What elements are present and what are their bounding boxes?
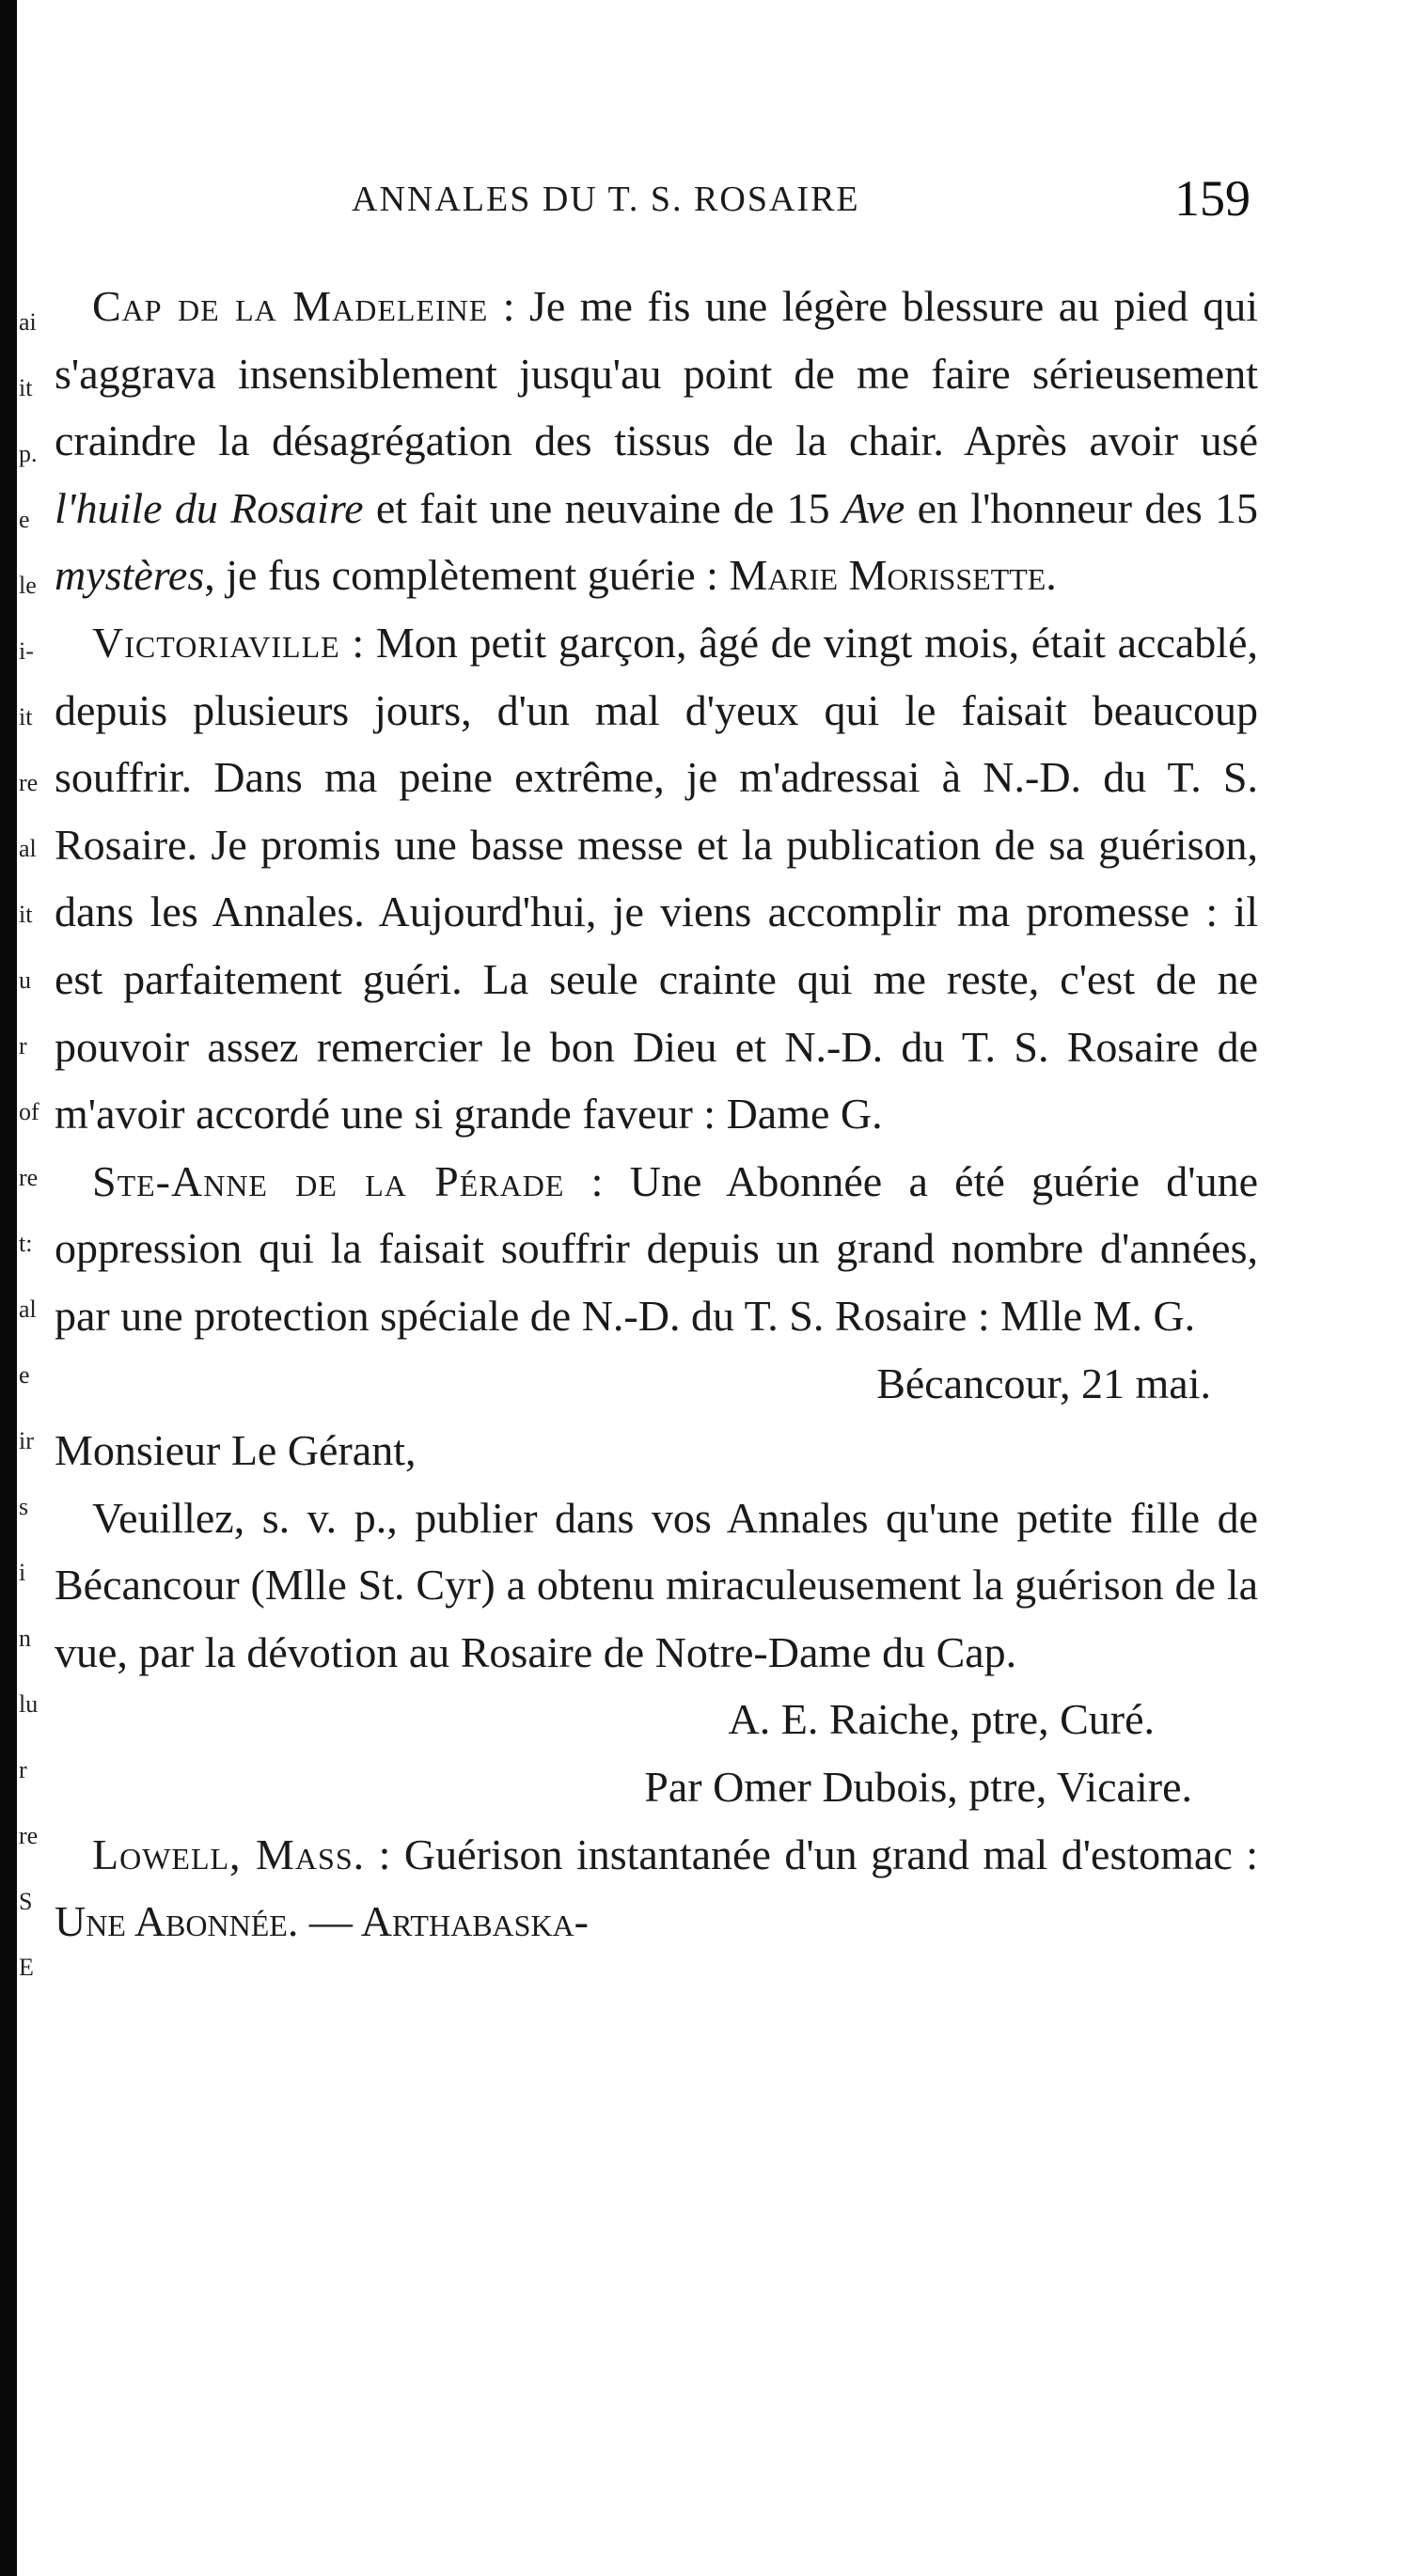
margin-fragment: le (19, 572, 37, 599)
paragraph-text: : Je me fis une légère blessure au pied qui s'aggrava insensiblement jusqu'au point de me faire sérieusement craindre la désagrégation des tissus de la chair. Après avoir usé (55, 282, 1258, 465)
adjacent-page-fragments (0, 0, 56, 2576)
paragraph-ste-anne (55, 1148, 1258, 1350)
letter-body: Veuillez, s. v. p., publier dans vos Annales qu'une petite fille de Bécancour (Mlle St. Cyr) a obtenu miraculeusement la guérison de la vue, par la dévotion au Rosaire de Notre-Dame du Cap. (55, 1493, 1258, 1676)
margin-fragment: al (19, 1296, 37, 1323)
margin-fragment: p. (19, 440, 38, 467)
margin-fragment: lu (19, 1690, 39, 1718)
italic-term: Ave (842, 483, 905, 532)
margin-fragment: re (19, 1164, 39, 1191)
letter-signature-cure: A. E. Raiche, ptre, Curé. (728, 1695, 1155, 1744)
signature: Une Abonnée. — Arthabaska- (55, 1897, 589, 1946)
margin-fragment: ir (19, 1427, 34, 1454)
signature: Marie Morissette. (729, 551, 1057, 600)
margin-fragment: E (19, 1954, 34, 1981)
page-number: 159 (1174, 170, 1251, 227)
margin-fragment: it (19, 374, 33, 401)
place-heading: Victoriaville (92, 618, 340, 667)
margin-fragment: al (19, 835, 37, 862)
margin-fragment: e (19, 1361, 30, 1389)
margin-fragment: n (19, 1625, 31, 1652)
margin-fragment: u (19, 966, 31, 994)
margin-fragment: r (19, 1756, 27, 1783)
paragraph-lowell (55, 1821, 1258, 1956)
paragraph-text: : Guérison instantanée d'un grand mal d'estomac : (365, 1830, 1259, 1878)
paragraph-text: et fait une neuvaine de 15 (363, 483, 842, 532)
margin-fragment: it (19, 703, 33, 730)
running-head: ANNALES DU T. S. ROSAIRE (352, 180, 860, 219)
page-header (338, 169, 1251, 226)
margin-fragment: e (19, 506, 30, 533)
margin-fragment: S (19, 1888, 33, 1915)
page-body (55, 273, 1258, 1956)
paragraph-text: : Mon petit garçon, âgé de vingt mois, était accablé, depuis plusieurs jours, d'un mal d'yeux qui le faisait beaucoup souffrir. Dans ma peine extrême, je m'adressai à N.-D. du T. S. Rosaire. Je promis une basse messe et la publication de sa guérison, dans les Annales. Aujourd'hui, je viens accomplir ma promesse : il est parfaitement guéri. La seule crainte qui me reste, c'est de ne pouvoir assez remercier le bon Dieu et N.-D. du T. S. Rosaire de m'avoir accordé une si grande faveur : Dame G. (55, 618, 1258, 1139)
place-heading: Lowell, Mass. (92, 1830, 366, 1878)
margin-fragment: i- (19, 637, 34, 665)
italic-term: l'huile du Rosaire (55, 483, 364, 532)
margin-fragment: ai (19, 308, 37, 336)
margin-fragment: r (19, 1032, 27, 1060)
paragraph-victoriaville (55, 609, 1258, 1148)
letter-place-date: Bécancour, 21 mai. (876, 1359, 1211, 1407)
margin-fragment: it (19, 901, 33, 928)
place-heading: Cap de la Madeleine (92, 282, 489, 330)
margin-fragment: re (19, 1822, 39, 1849)
paragraph-cap-de-la-madeleine (55, 273, 1258, 609)
margin-fragment: s (19, 1493, 29, 1520)
margin-fragment: of (19, 1098, 39, 1125)
margin-fragment: re (19, 769, 39, 796)
paragraph-text: , je fus complètement guérie : (204, 551, 730, 600)
margin-fragment: i (19, 1559, 26, 1586)
margin-fragment: t: (19, 1230, 33, 1257)
letter-signature-vicaire: Par Omer Dubois, ptre, Vicaire. (644, 1763, 1192, 1812)
paragraph-text: en l'honneur des 15 (905, 483, 1259, 532)
place-heading: Ste-Anne de la Pérade (92, 1156, 565, 1205)
letter-salutation: Monsieur Le Gérant, (55, 1426, 417, 1475)
italic-term: mystères (55, 551, 205, 600)
paragraph-text: : Une Abonnée a été guérie d'une oppression qui la faisait souffrir depuis un grand nombre d'années, par une protection spéciale de N.-D. du T. S. Rosaire : Mlle M. G. (55, 1156, 1258, 1340)
